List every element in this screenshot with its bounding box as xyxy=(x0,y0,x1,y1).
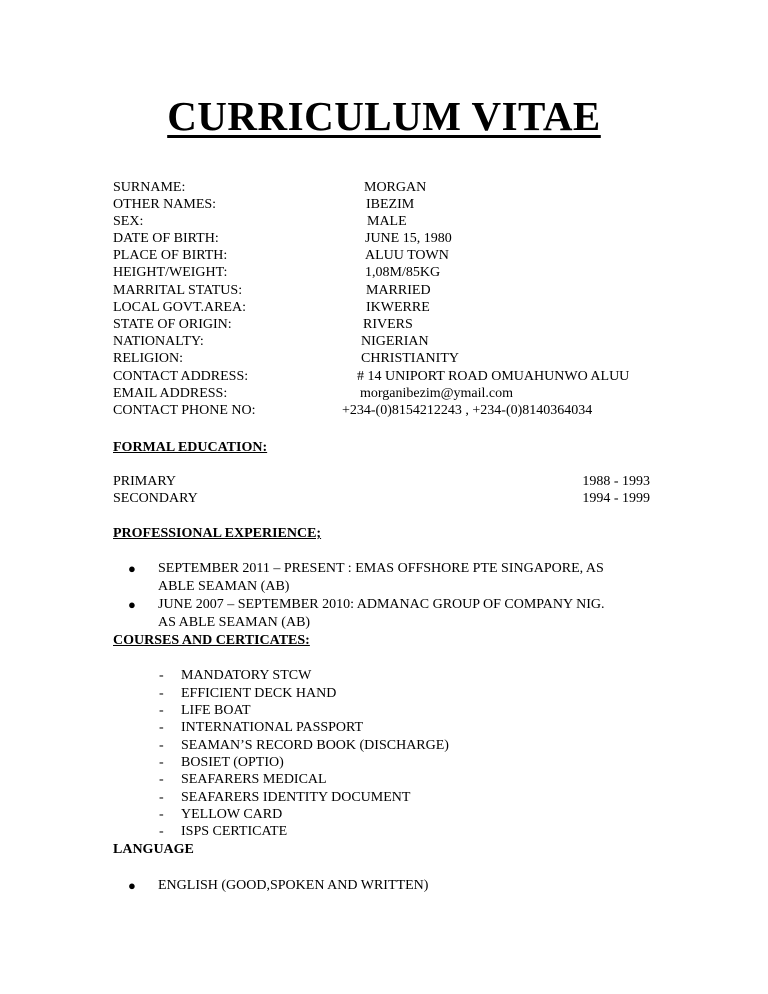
course-item: MANDATORY STCW xyxy=(181,668,312,683)
label-sex: SEX: xyxy=(113,214,144,229)
value-date-of-birth: JUNE 15, 1980 xyxy=(365,231,452,246)
value-nationality: NIGERIAN xyxy=(361,334,429,349)
bullet-icon: ● xyxy=(128,878,136,893)
course-item: ISPS CERTICATE xyxy=(181,824,288,839)
label-local-govt-area: LOCAL GOVT.AREA: xyxy=(113,300,246,315)
dash-icon: - xyxy=(159,668,164,683)
page-title: CURRICULUM VITAE xyxy=(167,93,601,139)
dash-icon: - xyxy=(159,703,164,718)
education-level: PRIMARY xyxy=(113,474,177,489)
label-nationality: NATIONALTY: xyxy=(113,334,204,349)
dash-icon: - xyxy=(159,755,164,770)
education-years: 1994 - 1999 xyxy=(582,491,650,506)
label-contact-phone: CONTACT PHONE NO: xyxy=(113,403,256,418)
language-item: ENGLISH (GOOD,SPOKEN AND WRITTEN) xyxy=(158,878,429,893)
course-item: INTERNATIONAL PASSPORT xyxy=(181,720,364,735)
experience-item-line1: JUNE 2007 – SEPTEMBER 2010: ADMANAC GROUP OF COMPANY NIG. xyxy=(158,597,605,612)
experience-item-line2: ABLE SEAMAN (AB) xyxy=(158,579,290,594)
label-height-weight: HEIGHT/WEIGHT: xyxy=(113,265,228,280)
course-item: YELLOW CARD xyxy=(181,807,283,822)
course-item: LIFE BOAT xyxy=(181,703,251,718)
dash-icon: - xyxy=(159,790,164,805)
label-religion: RELIGION: xyxy=(113,351,183,366)
experience-item-line2: AS ABLE SEAMAN (AB) xyxy=(158,615,311,630)
value-surname: MORGAN xyxy=(364,180,427,195)
dash-icon: - xyxy=(159,807,164,822)
dash-icon: - xyxy=(159,772,164,787)
education-heading: FORMAL EDUCATION: xyxy=(113,440,268,455)
experience-heading: PROFESSIONAL EXPERIENCE; xyxy=(113,526,322,541)
value-marital-status: MARRIED xyxy=(366,283,431,298)
value-religion: CHRISTIANITY xyxy=(361,351,459,366)
value-place-of-birth: ALUU TOWN xyxy=(365,248,449,263)
dash-icon: - xyxy=(159,686,164,701)
dash-icon: - xyxy=(159,824,164,839)
courses-heading: COURSES AND CERTICATES: xyxy=(113,633,310,648)
value-email-address: morganibezim@ymail.com xyxy=(360,386,513,401)
course-item: BOSIET (OPTIO) xyxy=(181,755,284,770)
label-date-of-birth: DATE OF BIRTH: xyxy=(113,231,219,246)
label-surname: SURNAME: xyxy=(113,180,186,195)
value-local-govt-area: IKWERRE xyxy=(366,300,430,315)
value-other-names: IBEZIM xyxy=(366,197,415,212)
value-contact-address: # 14 UNIPORT ROAD OMUAHUNWO ALUU xyxy=(357,369,630,384)
value-contact-phone: +234-(0)8154212243 , +234-(0)8140364034 xyxy=(342,403,593,418)
course-item: SEAFARERS MEDICAL xyxy=(181,772,327,787)
education-level: SECONDARY xyxy=(113,491,198,506)
course-item: EFFICIENT DECK HAND xyxy=(181,686,337,701)
label-marital-status: MARRITAL STATUS: xyxy=(113,283,243,298)
label-email-address: EMAIL ADDRESS: xyxy=(113,386,228,401)
dash-icon: - xyxy=(159,720,164,735)
course-item: SEAMAN’S RECORD BOOK (DISCHARGE) xyxy=(181,738,449,753)
bullet-icon: ● xyxy=(128,597,136,612)
value-sex: MALE xyxy=(367,214,407,229)
experience-item-line1: SEPTEMBER 2011 – PRESENT : EMAS OFFSHORE PTE SINGAPORE, AS xyxy=(158,561,604,576)
label-contact-address: CONTACT ADDRESS: xyxy=(113,369,249,384)
course-item: SEAFARERS IDENTITY DOCUMENT xyxy=(181,790,411,805)
value-height-weight: 1,08M/85KG xyxy=(365,265,441,280)
education-years: 1988 - 1993 xyxy=(582,474,650,489)
value-state-of-origin: RIVERS xyxy=(363,317,413,332)
language-heading: LANGUAGE xyxy=(113,842,194,857)
bullet-icon: ● xyxy=(128,561,136,576)
label-place-of-birth: PLACE OF BIRTH: xyxy=(113,248,228,263)
label-state-of-origin: STATE OF ORIGIN: xyxy=(113,317,232,332)
dash-icon: - xyxy=(159,738,164,753)
label-other-names: OTHER NAMES: xyxy=(113,197,217,212)
